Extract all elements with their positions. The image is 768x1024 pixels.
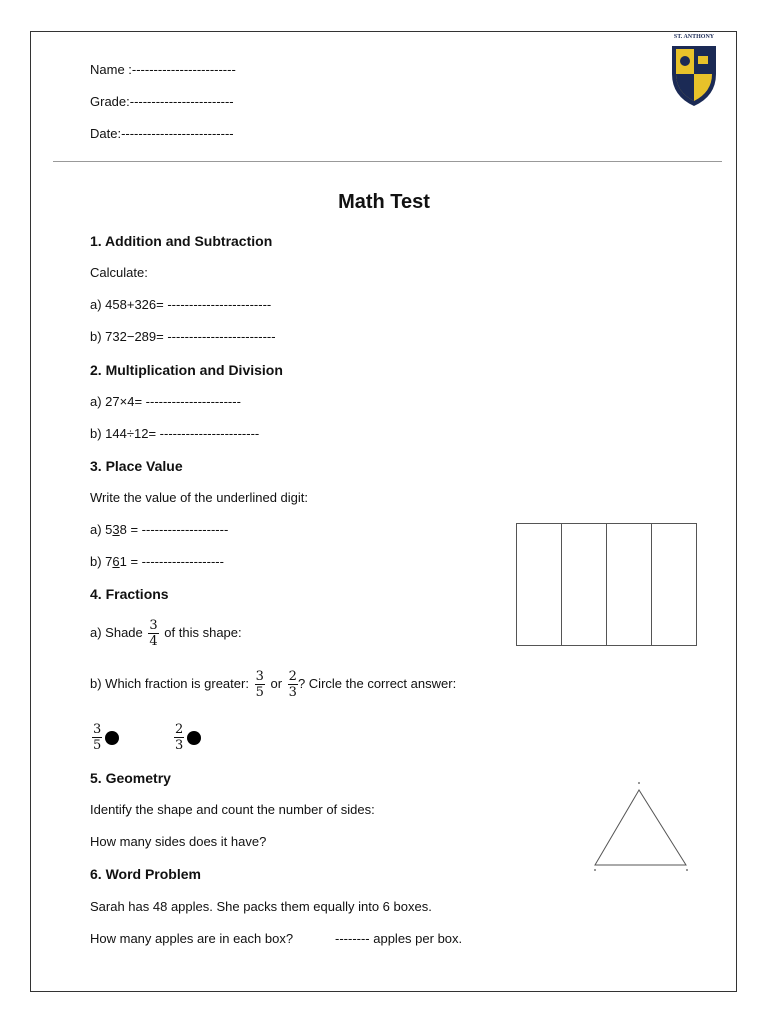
answer-choice-2[interactable]	[172, 720, 201, 754]
school-logo	[664, 34, 724, 108]
fraction-denominator: 5	[93, 738, 102, 754]
shape-part[interactable]	[652, 524, 696, 645]
question-3a	[90, 522, 228, 538]
question-4a	[90, 617, 242, 649]
question-4b-suffix: ? Circle the correct answer:	[297, 676, 457, 691]
fraction-numerator: 3	[255, 669, 264, 685]
triangle-shape	[580, 778, 712, 876]
question-3a-suffix: 8 = --------------------	[119, 522, 229, 537]
section-heading-fractions: 4. Fractions	[90, 586, 169, 602]
shade-shape[interactable]	[516, 523, 697, 646]
answer-bubble-2[interactable]	[187, 731, 201, 745]
question-4a-prefix: a) Shade	[90, 625, 143, 640]
choice-fraction-three-fifths	[92, 722, 102, 753]
grade-field: Grade:------------------------	[90, 94, 234, 109]
shape-part[interactable]	[607, 524, 652, 645]
fraction-denominator: 4	[149, 634, 158, 650]
section-heading-place-value: 3. Place Value	[90, 458, 183, 474]
underlined-digit-3a: 3	[112, 522, 120, 537]
word-problem-question: How many apples are in each box?	[90, 931, 294, 946]
answer-choice-1[interactable]	[90, 720, 119, 754]
fraction-numerator: 2	[288, 669, 297, 685]
question-4b-prefix: b) Which fraction is greater:	[90, 676, 249, 691]
logo-text: ST. ANTHONY	[673, 34, 715, 40]
fraction-denominator: 5	[255, 685, 264, 701]
answer-blank-apples[interactable]: -------- apples per box.	[335, 931, 463, 946]
shape-part[interactable]	[517, 524, 562, 645]
question-3b	[90, 554, 224, 570]
question-1a: a) 458+326= ------------------------	[90, 297, 272, 312]
section-heading-multiplication: 2. Multiplication and Division	[90, 362, 283, 378]
fraction-three-fifths	[255, 669, 265, 700]
instruction-place-value: Write the value of the underlined digit:	[90, 490, 309, 505]
question-4a-suffix: of this shape:	[164, 625, 242, 640]
word-or: or	[270, 676, 283, 691]
section-heading-addition: 1. Addition and Subtraction	[90, 233, 273, 249]
fraction-denominator: 3	[288, 685, 297, 701]
question-2a: a) 27×4= ----------------------	[90, 394, 241, 409]
question-1b: b) 732−289= -------------------------	[90, 329, 276, 344]
question-4b	[90, 668, 456, 700]
instruction-calculate: Calculate:	[90, 265, 148, 280]
fraction-denominator: 3	[175, 738, 184, 754]
underlined-digit-3b: 6	[112, 554, 120, 569]
section-heading-geometry: 5. Geometry	[90, 770, 171, 786]
answer-bubble-1[interactable]	[105, 731, 119, 745]
question-sides: How many sides does it have?	[90, 834, 267, 849]
date-field: Date:--------------------------	[90, 126, 234, 141]
fraction-numerator: 3	[93, 722, 102, 738]
choice-fraction-two-thirds	[174, 722, 184, 753]
fraction-numerator: 2	[175, 722, 184, 738]
question-3a-prefix: a) 5	[90, 522, 113, 537]
question-2b: b) 144÷12= -----------------------	[90, 426, 260, 441]
fraction-three-quarters	[148, 618, 158, 649]
crest-icon	[664, 34, 724, 108]
shape-part[interactable]	[562, 524, 607, 645]
instruction-geometry: Identify the shape and count the number of sides:	[90, 802, 375, 817]
question-3b-prefix: b) 7	[90, 554, 113, 569]
fraction-two-thirds	[288, 669, 298, 700]
page-title: Math Test	[338, 191, 430, 213]
header-divider	[53, 161, 722, 162]
name-field: Name :------------------------	[90, 62, 236, 77]
question-3b-suffix: 1 = -------------------	[119, 554, 224, 569]
section-heading-word-problem: 6. Word Problem	[90, 866, 201, 882]
fraction-numerator: 3	[149, 618, 158, 634]
word-problem-text: Sarah has 48 apples. She packs them equally into 6 boxes.	[90, 899, 432, 914]
